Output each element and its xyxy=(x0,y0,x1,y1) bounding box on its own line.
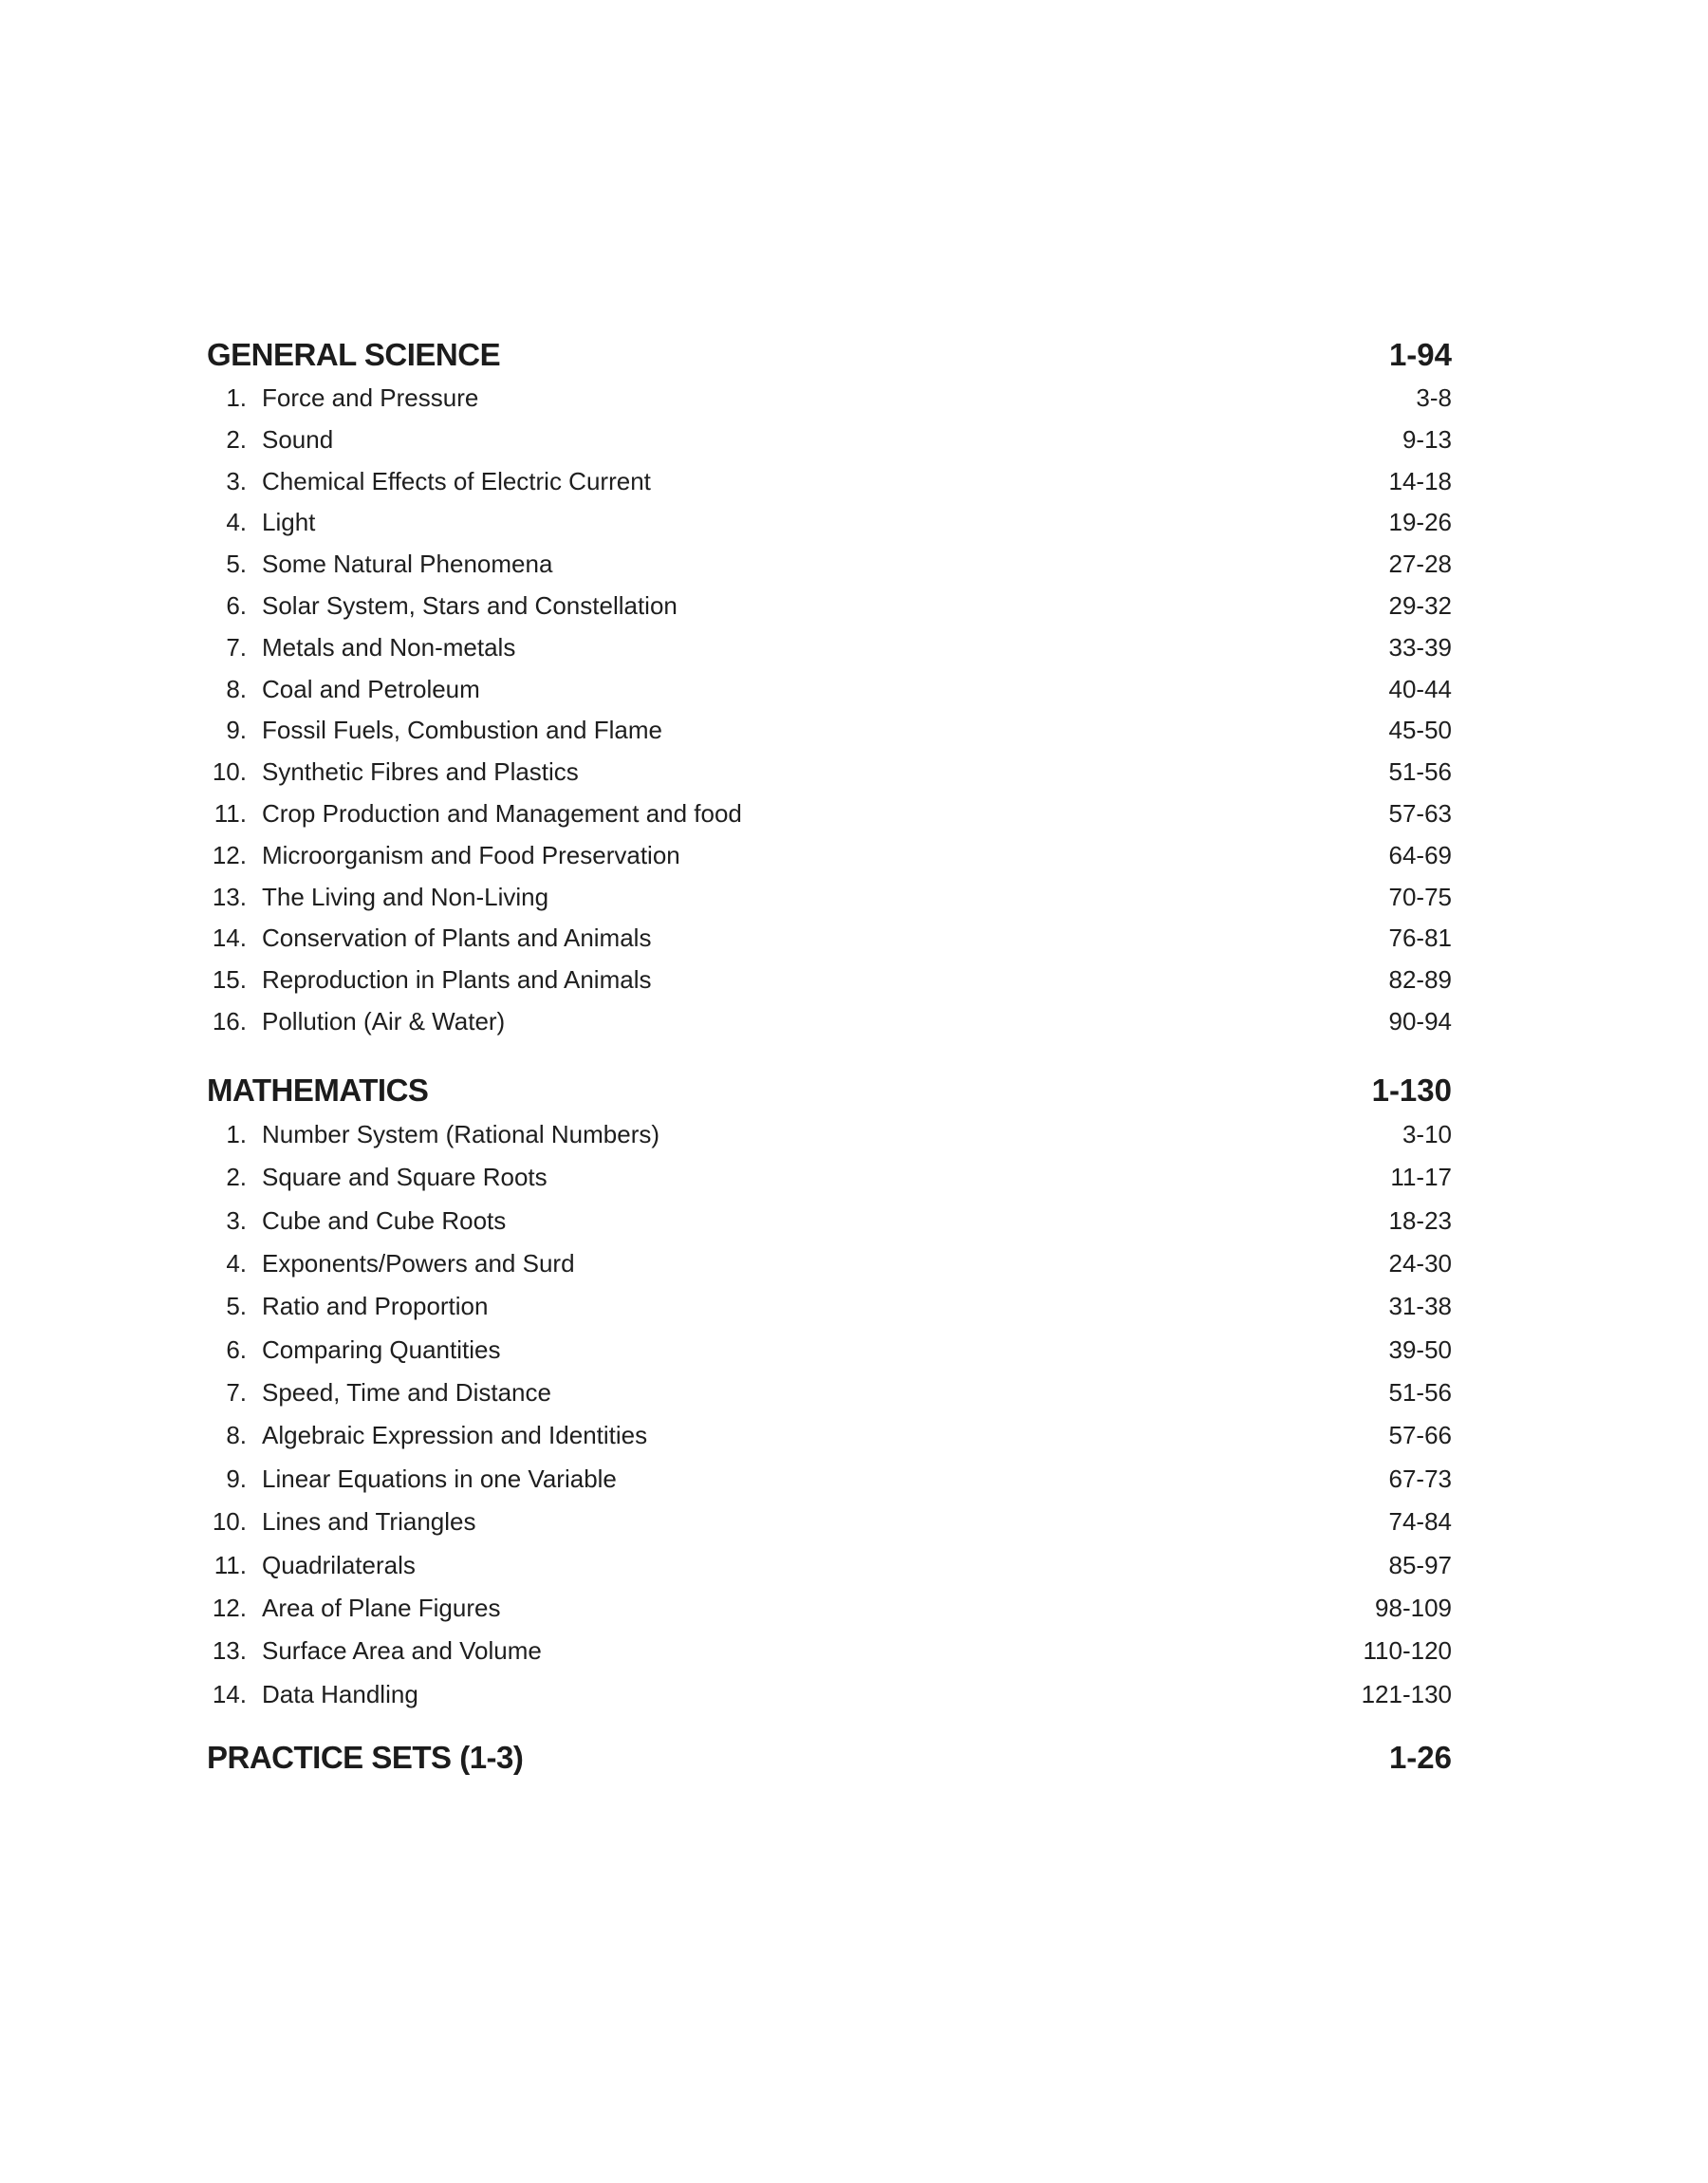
toc-entry[interactable] xyxy=(207,1673,1452,1716)
entry-pages: 3-8 xyxy=(1416,383,1452,412)
mathematics-list xyxy=(207,1113,1452,1716)
entry-title: Microorganism and Food Preservation xyxy=(262,840,680,869)
entry-pages: 18-23 xyxy=(1388,1205,1452,1235)
toc-entry[interactable] xyxy=(207,1587,1452,1630)
entry-title: Surface Area and Volume xyxy=(262,1636,542,1666)
entry-number: 8. xyxy=(226,1421,247,1450)
entry-number: 9. xyxy=(226,1464,247,1493)
entry-title: Conservation of Plants and Animals xyxy=(262,924,652,953)
section-heading-practice-sets[interactable] xyxy=(207,1735,1452,1781)
toc-entry[interactable] xyxy=(207,1458,1452,1501)
entry-pages: 51-56 xyxy=(1388,757,1452,787)
toc-entry[interactable] xyxy=(207,461,1452,503)
entry-title: Quadrilaterals xyxy=(262,1550,416,1579)
entry-number: 1. xyxy=(226,383,247,412)
entry-pages: 51-56 xyxy=(1388,1378,1452,1408)
entry-title: Linear Equations in one Variable xyxy=(262,1464,617,1493)
toc-entry[interactable] xyxy=(207,669,1452,711)
entry-title: Sound xyxy=(262,424,334,454)
toc-entry[interactable] xyxy=(207,710,1452,752)
entry-number: 2. xyxy=(226,1163,247,1192)
entry-number: 7. xyxy=(226,1378,247,1408)
entry-number: 6. xyxy=(226,1334,247,1364)
entry-pages: 82-89 xyxy=(1388,965,1452,995)
section-heading-mathematics[interactable] xyxy=(207,1068,1452,1113)
entry-title: Algebraic Expression and Identities xyxy=(262,1421,648,1450)
toc-entry[interactable] xyxy=(207,1630,1452,1672)
entry-title: Ratio and Proportion xyxy=(262,1292,489,1321)
entry-title: Light xyxy=(262,508,316,537)
entry-title: Fossil Fuels, Combustion and Flame xyxy=(262,716,662,745)
section-title: GENERAL SCIENCE xyxy=(207,337,501,372)
entry-pages: 31-38 xyxy=(1388,1292,1452,1321)
entry-title: Force and Pressure xyxy=(262,383,479,412)
toc-entry[interactable] xyxy=(207,627,1452,669)
toc-entry[interactable] xyxy=(207,1156,1452,1199)
entry-number: 11. xyxy=(214,1550,247,1579)
entry-number: 4. xyxy=(226,1248,247,1278)
entry-pages: 76-81 xyxy=(1388,924,1452,953)
entry-pages: 98-109 xyxy=(1375,1594,1452,1623)
entry-pages: 74-84 xyxy=(1388,1507,1452,1537)
entry-number: 10. xyxy=(212,757,247,787)
entry-pages: 45-50 xyxy=(1388,716,1452,745)
section-spacer xyxy=(207,1043,1452,1068)
section-page-range: 1-130 xyxy=(1371,1072,1452,1108)
entry-pages: 39-50 xyxy=(1388,1334,1452,1364)
toc-entry[interactable] xyxy=(207,793,1452,835)
entry-title: Crop Production and Management and food xyxy=(262,798,742,828)
entry-title: Some Natural Phenomena xyxy=(262,550,553,579)
entry-number: 6. xyxy=(226,590,247,620)
entry-number: 15. xyxy=(212,965,247,995)
entry-title: The Living and Non-Living xyxy=(262,882,549,911)
toc-entry[interactable] xyxy=(207,835,1452,877)
entry-number: 1. xyxy=(226,1119,247,1148)
section-spacer xyxy=(207,1716,1452,1735)
entry-number: 14. xyxy=(212,1679,247,1708)
entry-pages: 64-69 xyxy=(1388,840,1452,869)
toc-entry[interactable] xyxy=(207,877,1452,919)
toc-entry[interactable] xyxy=(207,1001,1452,1043)
entry-number: 4. xyxy=(226,508,247,537)
entry-pages: 19-26 xyxy=(1388,508,1452,537)
toc-entry[interactable] xyxy=(207,586,1452,627)
entry-title: Square and Square Roots xyxy=(262,1163,548,1192)
entry-title: Number System (Rational Numbers) xyxy=(262,1119,660,1148)
toc-entry[interactable] xyxy=(207,752,1452,793)
entry-number: 9. xyxy=(226,716,247,745)
toc-entry[interactable] xyxy=(207,378,1452,420)
entry-pages: 57-66 xyxy=(1388,1421,1452,1450)
entry-number: 8. xyxy=(226,674,247,703)
entry-number: 5. xyxy=(226,550,247,579)
section-title: MATHEMATICS xyxy=(207,1072,429,1108)
entry-title: Comparing Quantities xyxy=(262,1334,501,1364)
entry-number: 11. xyxy=(214,798,247,828)
entry-number: 14. xyxy=(212,924,247,953)
entry-pages: 40-44 xyxy=(1388,674,1452,703)
toc-entry[interactable] xyxy=(207,1501,1452,1543)
toc-entry[interactable] xyxy=(207,1285,1452,1328)
toc-entry[interactable] xyxy=(207,1414,1452,1457)
entry-number: 12. xyxy=(212,840,247,869)
entry-title: Cube and Cube Roots xyxy=(262,1205,507,1235)
entry-pages: 14-18 xyxy=(1388,466,1452,495)
entry-pages: 24-30 xyxy=(1388,1248,1452,1278)
entry-pages: 67-73 xyxy=(1388,1464,1452,1493)
entry-number: 3. xyxy=(226,1205,247,1235)
toc-entry[interactable] xyxy=(207,918,1452,960)
entry-title: Coal and Petroleum xyxy=(262,674,480,703)
entry-title: Reproduction in Plants and Animals xyxy=(262,965,652,995)
section-page-range: 1-94 xyxy=(1388,337,1452,372)
entry-pages: 9-13 xyxy=(1402,424,1452,454)
entry-number: 13. xyxy=(212,882,247,911)
entry-title: Lines and Triangles xyxy=(262,1507,476,1537)
toc-entry[interactable] xyxy=(207,544,1452,586)
entry-pages: 70-75 xyxy=(1388,882,1452,911)
toc-entry[interactable] xyxy=(207,1113,1452,1156)
section-page-range: 1-26 xyxy=(1388,1740,1452,1776)
entry-number: 2. xyxy=(226,424,247,454)
entry-pages: 90-94 xyxy=(1388,1006,1452,1036)
entry-title: Chemical Effects of Electric Current xyxy=(262,466,651,495)
entry-number: 7. xyxy=(226,632,247,662)
section-title: PRACTICE SETS (1-3) xyxy=(207,1740,524,1776)
entry-pages: 33-39 xyxy=(1388,632,1452,662)
entry-number: 16. xyxy=(212,1006,247,1036)
toc-entry[interactable] xyxy=(207,1200,1452,1242)
entry-pages: 57-63 xyxy=(1388,798,1452,828)
general-science-list xyxy=(207,378,1452,1043)
entry-title: Synthetic Fibres and Plastics xyxy=(262,757,579,787)
entry-pages: 11-17 xyxy=(1390,1163,1452,1192)
entry-pages: 121-130 xyxy=(1361,1679,1452,1708)
entry-number: 10. xyxy=(212,1507,247,1537)
entry-title: Metals and Non-metals xyxy=(262,632,516,662)
section-heading-general-science[interactable] xyxy=(207,332,1452,378)
toc-entry[interactable] xyxy=(207,1329,1452,1371)
toc-entry[interactable] xyxy=(207,960,1452,1001)
entry-title: Pollution (Air & Water) xyxy=(262,1006,506,1036)
entry-title: Exponents/Powers and Surd xyxy=(262,1248,575,1278)
entry-number: 5. xyxy=(226,1292,247,1321)
toc-entry[interactable] xyxy=(207,502,1452,544)
toc-entry[interactable] xyxy=(207,1371,1452,1414)
entry-pages: 110-120 xyxy=(1363,1636,1452,1666)
entry-title: Data Handling xyxy=(262,1679,418,1708)
entry-pages: 29-32 xyxy=(1388,590,1452,620)
entry-title: Solar System, Stars and Constellation xyxy=(262,590,678,620)
entry-pages: 27-28 xyxy=(1388,550,1452,579)
toc-entry[interactable] xyxy=(207,1544,1452,1587)
entry-title: Area of Plane Figures xyxy=(262,1594,501,1623)
entry-number: 3. xyxy=(226,466,247,495)
entry-pages: 3-10 xyxy=(1402,1119,1452,1148)
entry-pages: 85-97 xyxy=(1388,1550,1452,1579)
entry-title: Speed, Time and Distance xyxy=(262,1378,551,1408)
entry-number: 12. xyxy=(212,1594,247,1623)
entry-number: 13. xyxy=(212,1636,247,1666)
toc-entry[interactable] xyxy=(207,1242,1452,1285)
toc-entry[interactable] xyxy=(207,420,1452,461)
table-of-contents xyxy=(207,332,1452,1781)
